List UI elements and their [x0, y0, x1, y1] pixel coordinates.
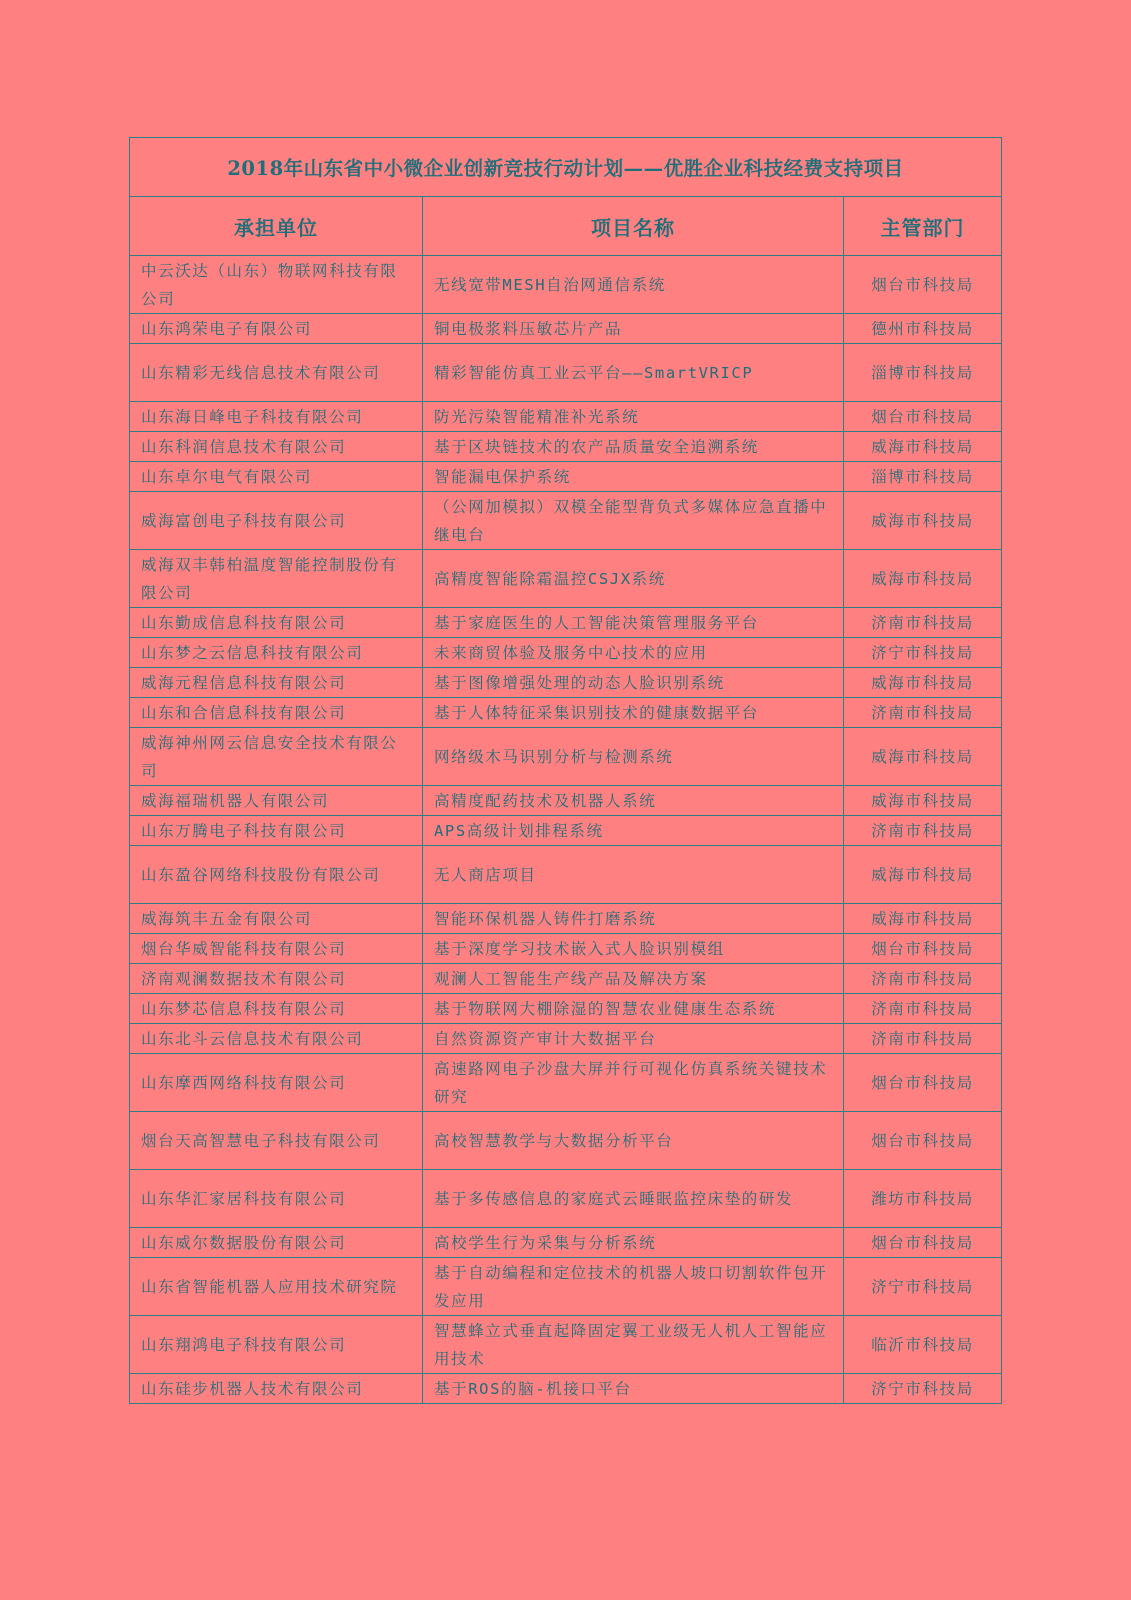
cell-project: 智慧蜂立式垂直起降固定翼工业级无人机人工智能应用技术: [423, 1316, 844, 1374]
table-row: [130, 1112, 1002, 1170]
cell-dept: 济南市科技局: [844, 698, 1002, 728]
cell-unit: 山东华汇家居科技有限公司: [130, 1170, 423, 1228]
cell-dept: 潍坊市科技局: [844, 1170, 1002, 1228]
table-row: [130, 314, 1002, 344]
cell-unit: 山东鸿荣电子有限公司: [130, 314, 423, 344]
table-row: [130, 432, 1002, 462]
cell-project: 基于图像增强处理的动态人脸识别系统: [423, 668, 844, 698]
cell-project: 防光污染智能精准补光系统: [423, 402, 844, 432]
cell-project: 智能环保机器人铸件打磨系统: [423, 904, 844, 934]
cell-dept: 淄博市科技局: [844, 344, 1002, 402]
cell-unit: 威海福瑞机器人有限公司: [130, 786, 423, 816]
cell-project: 无人商店项目: [423, 846, 844, 904]
table-row: [130, 846, 1002, 904]
table-row: [130, 668, 1002, 698]
cell-dept: 威海市科技局: [844, 432, 1002, 462]
table-row: [130, 698, 1002, 728]
cell-project: 基于多传感信息的家庭式云睡眠监控床垫的研发: [423, 1170, 844, 1228]
cell-project: 智能漏电保护系统: [423, 462, 844, 492]
cell-dept: 威海市科技局: [844, 904, 1002, 934]
cell-dept: 淄博市科技局: [844, 462, 1002, 492]
cell-dept: 烟台市科技局: [844, 256, 1002, 314]
cell-unit: 威海双丰韩柏温度智能控制股份有限公司: [130, 550, 423, 608]
cell-unit: 山东勤成信息科技有限公司: [130, 608, 423, 638]
table-row: [130, 402, 1002, 432]
cell-dept: 济南市科技局: [844, 816, 1002, 846]
cell-unit: 威海神州网云信息安全技术有限公司: [130, 728, 423, 786]
table-row: [130, 904, 1002, 934]
table-row: [130, 786, 1002, 816]
cell-project: 基于家庭医生的人工智能决策管理服务平台: [423, 608, 844, 638]
table-row: [130, 994, 1002, 1024]
project-table: [129, 137, 1002, 1404]
table-row: [130, 1024, 1002, 1054]
cell-unit: 山东卓尔电气有限公司: [130, 462, 423, 492]
cell-dept: 济南市科技局: [844, 608, 1002, 638]
cell-project: 高精度配药技术及机器人系统: [423, 786, 844, 816]
cell-project: 基于自动编程和定位技术的机器人坡口切割软件包开发应用: [423, 1258, 844, 1316]
table-row: [130, 1374, 1002, 1404]
table-row: [130, 1228, 1002, 1258]
cell-project: 铜电极浆料压敏芯片产品: [423, 314, 844, 344]
table-row: [130, 1258, 1002, 1316]
cell-unit: 中云沃达（山东）物联网科技有限公司: [130, 256, 423, 314]
cell-unit: 济南观澜数据技术有限公司: [130, 964, 423, 994]
cell-dept: 威海市科技局: [844, 786, 1002, 816]
cell-unit: 山东北斗云信息技术有限公司: [130, 1024, 423, 1054]
cell-unit: 山东科润信息技术有限公司: [130, 432, 423, 462]
table-row: [130, 816, 1002, 846]
table-row: [130, 964, 1002, 994]
cell-dept: 济南市科技局: [844, 1024, 1002, 1054]
cell-dept: 德州市科技局: [844, 314, 1002, 344]
cell-unit: 山东省智能机器人应用技术研究院: [130, 1258, 423, 1316]
cell-unit: 山东万腾电子科技有限公司: [130, 816, 423, 846]
table-row: [130, 728, 1002, 786]
cell-project: 基于人体特征采集识别技术的健康数据平台: [423, 698, 844, 728]
cell-unit: 烟台天高智慧电子科技有限公司: [130, 1112, 423, 1170]
cell-project: 网络级木马识别分析与检测系统: [423, 728, 844, 786]
table-row: [130, 550, 1002, 608]
header-unit: 承担单位: [130, 197, 423, 256]
cell-unit: 山东盈谷网络科技股份有限公司: [130, 846, 423, 904]
cell-unit: 山东威尔数据股份有限公司: [130, 1228, 423, 1258]
cell-project: 高速路网电子沙盘大屏并行可视化仿真系统关键技术研究: [423, 1054, 844, 1112]
table-row: [130, 462, 1002, 492]
cell-dept: 烟台市科技局: [844, 934, 1002, 964]
header-project: 项目名称: [423, 197, 844, 256]
cell-unit: 山东精彩无线信息技术有限公司: [130, 344, 423, 402]
cell-project: 未来商贸体验及服务中心技术的应用: [423, 638, 844, 668]
cell-dept: 烟台市科技局: [844, 1054, 1002, 1112]
cell-unit: 威海筑丰五金有限公司: [130, 904, 423, 934]
cell-unit: 山东和合信息科技有限公司: [130, 698, 423, 728]
cell-project: 高精度智能除霜温控CSJX系统: [423, 550, 844, 608]
table-row: [130, 1170, 1002, 1228]
cell-unit: 山东梦之云信息科技有限公司: [130, 638, 423, 668]
cell-project: 基于物联网大棚除湿的智慧农业健康生态系统: [423, 994, 844, 1024]
cell-dept: 烟台市科技局: [844, 402, 1002, 432]
cell-unit: 山东海日峰电子科技有限公司: [130, 402, 423, 432]
cell-unit: 山东摩西网络科技有限公司: [130, 1054, 423, 1112]
cell-unit: 烟台华威智能科技有限公司: [130, 934, 423, 964]
cell-unit: 威海富创电子科技有限公司: [130, 492, 423, 550]
cell-dept: 威海市科技局: [844, 668, 1002, 698]
cell-project: 自然资源资产审计大数据平台: [423, 1024, 844, 1054]
cell-project: 精彩智能仿真工业云平台——SmartVRICP: [423, 344, 844, 402]
cell-project: 观澜人工智能生产线产品及解决方案: [423, 964, 844, 994]
table-title: 2018年山东省中小微企业创新竞技行动计划——优胜企业科技经费支持项目: [130, 138, 1002, 197]
cell-project: 无线宽带MESH自治网通信系统: [423, 256, 844, 314]
table-row: [130, 344, 1002, 402]
cell-dept: 济南市科技局: [844, 964, 1002, 994]
header-dept: 主管部门: [844, 197, 1002, 256]
cell-dept: 烟台市科技局: [844, 1228, 1002, 1258]
cell-dept: 济宁市科技局: [844, 1374, 1002, 1404]
cell-project: 基于ROS的脑-机接口平台: [423, 1374, 844, 1404]
cell-unit: 威海元程信息科技有限公司: [130, 668, 423, 698]
cell-project: 基于区块链技术的农产品质量安全追溯系统: [423, 432, 844, 462]
cell-unit: 山东翔鸿电子科技有限公司: [130, 1316, 423, 1374]
table-row: [130, 608, 1002, 638]
cell-dept: 威海市科技局: [844, 846, 1002, 904]
cell-dept: 济宁市科技局: [844, 638, 1002, 668]
cell-unit: 山东梦芯信息科技有限公司: [130, 994, 423, 1024]
cell-project: APS高级计划排程系统: [423, 816, 844, 846]
cell-dept: 济宁市科技局: [844, 1258, 1002, 1316]
cell-dept: 威海市科技局: [844, 550, 1002, 608]
table-row: [130, 638, 1002, 668]
cell-dept: 临沂市科技局: [844, 1316, 1002, 1374]
cell-dept: 烟台市科技局: [844, 1112, 1002, 1170]
cell-project: 高校智慧教学与大数据分析平台: [423, 1112, 844, 1170]
document-page: [129, 137, 1001, 1404]
cell-project: （公网加模拟）双模全能型背负式多媒体应急直播中继电台: [423, 492, 844, 550]
table-row: [130, 1054, 1002, 1112]
cell-dept: 济南市科技局: [844, 994, 1002, 1024]
table-row: [130, 492, 1002, 550]
table-row: [130, 1316, 1002, 1374]
cell-dept: 威海市科技局: [844, 728, 1002, 786]
cell-unit: 山东硅步机器人技术有限公司: [130, 1374, 423, 1404]
cell-project: 基于深度学习技术嵌入式人脸识别模组: [423, 934, 844, 964]
table-row: [130, 934, 1002, 964]
cell-project: 高校学生行为采集与分析系统: [423, 1228, 844, 1258]
cell-dept: 威海市科技局: [844, 492, 1002, 550]
table-row: [130, 256, 1002, 314]
